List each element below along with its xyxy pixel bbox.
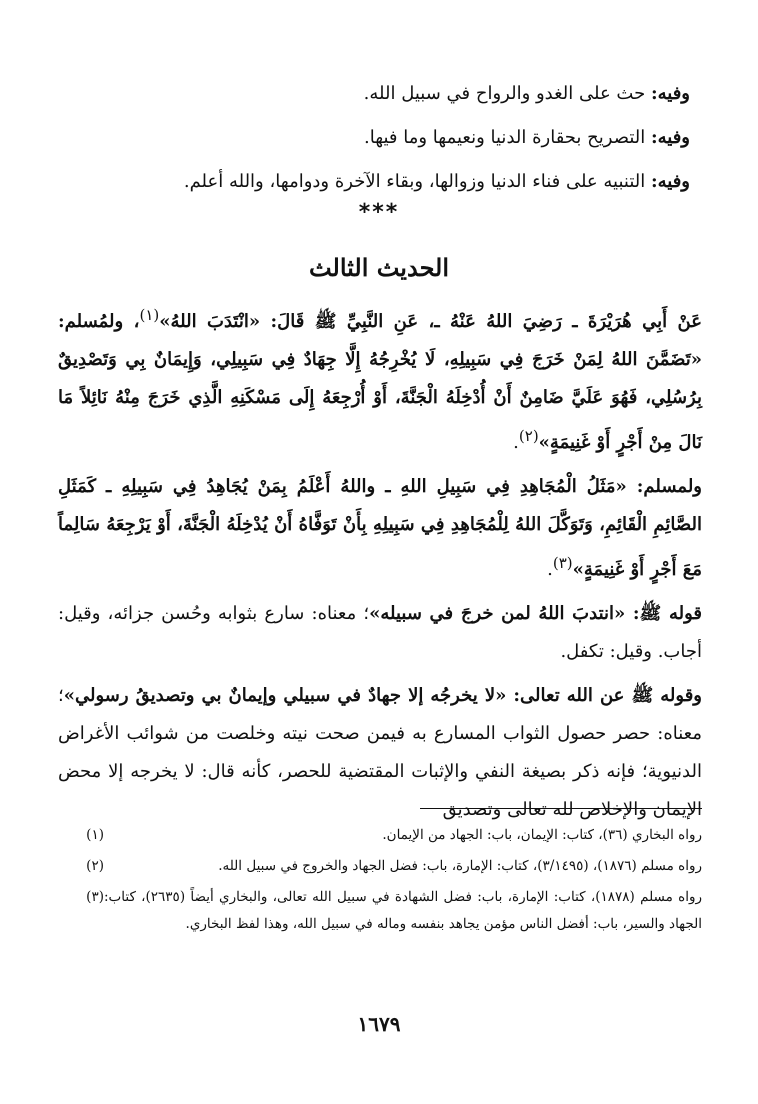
section-separator: ***: [358, 200, 400, 225]
commentary-paragraph: [58, 677, 702, 829]
note-line: [120, 160, 690, 204]
note-text: التصريح بحقارة الدنيا ونعيمها وما فيها.: [363, 127, 651, 148]
hadith-paragraph: [58, 296, 702, 462]
footnote-item: [58, 853, 702, 880]
hadith-text-continued: ، ولمُسلم: «تَضَمَّنَ اللهُ لِمَنْ خَرَجَ فِي سَبِيلِهِ، لَا يُخْرِجُهُ إِلَّا جِهَادٌ فِي سَبِيلِي، وَإِيمَانٌ بِي وَتَصْدِيقٌ بِرُسُلِي، فَهُوَ عَلَيَّ ضَامِنٌ أَنْ أُدْخِلَهُ الْجَنَّةَ، أَوْ أُرْجِعَهُ إِلَى مَسْكَنِهِ الَّذِي خَرَجَ مِنْهُ نَائِلاً مَا نَالَ مِنْ أَجْرٍ أَوْ غَنِيمَةٍ»: [58, 311, 702, 453]
page-number: ١٦٧٩: [357, 1012, 401, 1036]
footnote-text: رواه مسلم (١٨٧٦)، (٣/١٤٩٥)، كتاب: الإمارة، باب: فضل الجهاد والخروج في سبيل الله.: [218, 858, 702, 874]
commentary-label: وقوله ﷺ عن الله تعالى: «لا يخرجُه إلا جهادٌ في سبيلي وإيمانٌ بي وتصديقُ رسولي»: [63, 685, 702, 706]
footnotes: [58, 822, 702, 942]
footnote-ref: (١): [139, 306, 160, 324]
sentence-end: .: [513, 432, 519, 453]
commentary-text: ؛ معناه: حصر حصول الثواب المسارع به فيمن صحت نيته وخلصت من شوائب الأغراض الدنيوية؛ فإنه ذكر بصيغة النفي والإثبات المقتضية للحصر، كأنه قال: لا يخرجه إلا محض الإيمان والإخلاص لله تعالى وتصديق: [58, 685, 702, 820]
note-line: [120, 72, 690, 116]
note-label: وفيه:: [650, 83, 690, 104]
intro-notes: [120, 72, 690, 204]
footnote-divider: [420, 808, 702, 809]
footnote-item: [58, 822, 702, 849]
hadith-text: عَنْ أَبِي هُرَيْرَةَ ـ رَضِيَ اللهُ عَنْهُ ـ، عَنِ النَّبِيِّ ﷺ قَالَ: «انْتَدَبَ اللهُ»: [159, 311, 702, 332]
footnote-number: (٣): [86, 889, 104, 905]
note-label: وفيه:: [650, 171, 690, 192]
footnote-text: رواه البخاري (٣٦)، كتاب: الإيمان، باب: الجهاد من الإيمان.: [382, 827, 702, 843]
footnote-ref: (٣): [552, 554, 573, 572]
note-label: وفيه:: [650, 127, 690, 148]
commentary-paragraph: [58, 595, 702, 671]
note-text: حث على الغدو والرواح في سبيل الله.: [363, 83, 651, 104]
paragraph-label: ولمسلم:: [636, 476, 702, 497]
footnote-text: رواه مسلم (١٨٧٨)، كتاب: الإمارة، باب: فضل الشهادة في سبيل الله تعالى، والبخاري أيضاً (٢٦٣٥)، كتاب: الجهاد والسير، باب: أفضل الناس مؤمن يجاهد بنفسه وماله في سبيل الله، وهذا لفظ البخاري.: [104, 889, 702, 932]
footnote-item: [58, 884, 702, 938]
commentary-label: قوله ﷺ: «انتدبَ اللهُ لمن خرجَ في سبيله»: [369, 603, 703, 624]
note-text: التنبيه على فناء الدنيا وزوالها، وبقاء الآخرة ودوامها، والله أعلم.: [183, 171, 651, 192]
note-line: [120, 116, 690, 160]
hadith-body: [58, 296, 702, 835]
hadith-text: «مَثَلُ الْمُجَاهِدِ فِي سَبِيلِ اللهِ ـ واللهُ أَعْلَمُ بِمَنْ يُجَاهِدُ فِي سَبِيلِهِ ـ كَمَثَلِ الصَّائِمِ الْقَائِمِ، وَتَوَكَّلَ اللهُ لِلْمُجَاهِدِ فِي سَبِيلِهِ بِأَنْ تَوَفَّاهُ أَنْ يُدْخِلَهُ الْجَنَّةَ، أَوْ يَرْجِعَهُ سَالِماً مَعَ أَجْرٍ أَوْ غَنِيمَةٍ»: [58, 476, 702, 580]
hadith-paragraph: [58, 468, 702, 589]
commentary-text: ؛ معناه: سارع بثوابه وحُسن جزائه، وقيل: أجاب. وقيل: تكفل.: [58, 603, 702, 662]
section-title: الحديث الثالث: [308, 253, 450, 282]
footnote-number: (١): [86, 827, 104, 843]
sentence-end: .: [547, 559, 553, 580]
footnote-number: (٢): [86, 858, 104, 874]
footnote-ref: (٢): [518, 427, 539, 445]
